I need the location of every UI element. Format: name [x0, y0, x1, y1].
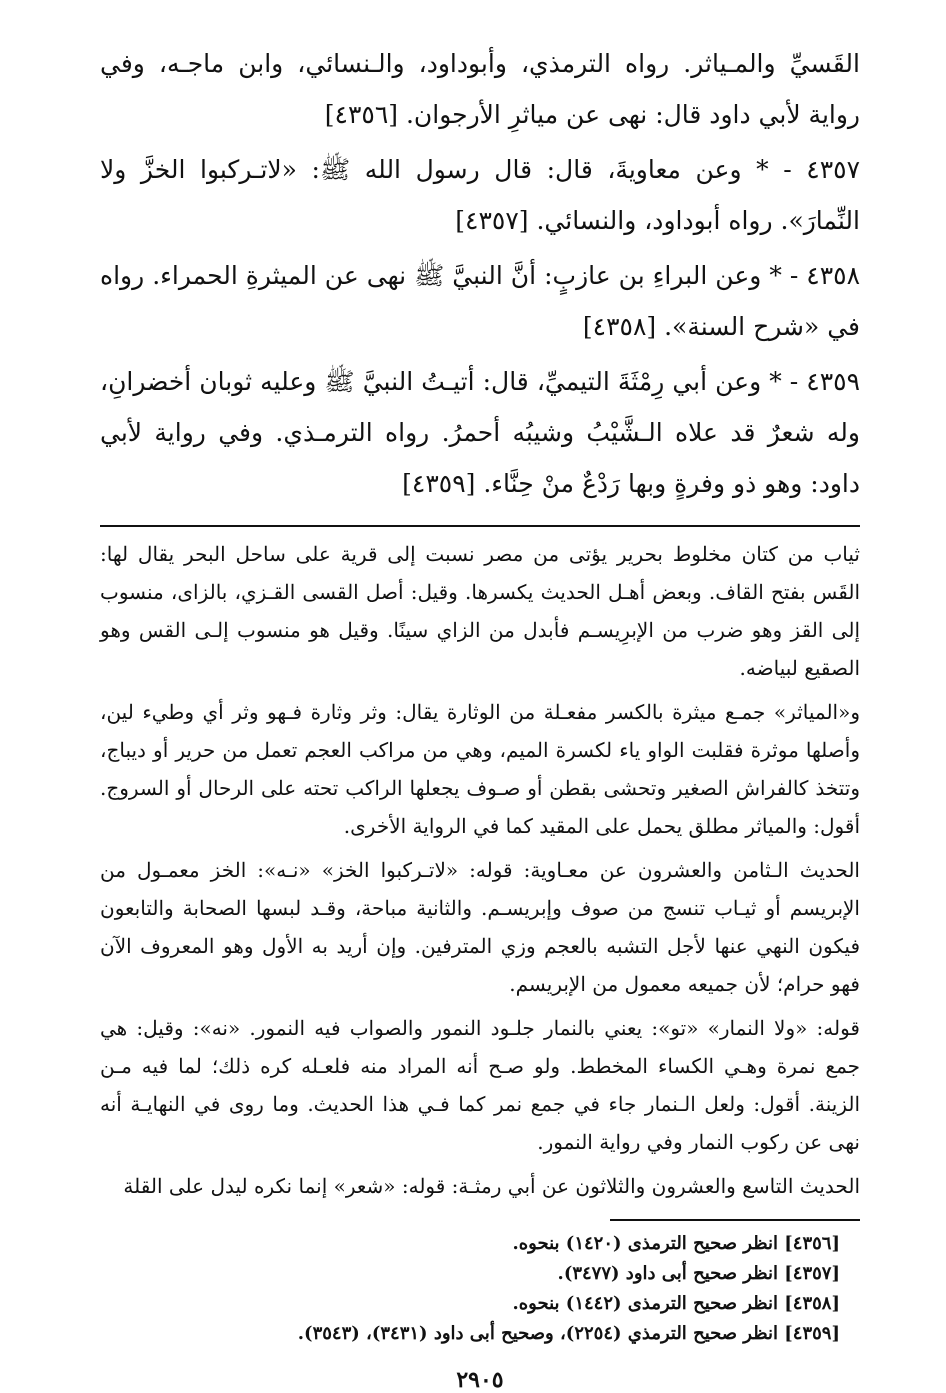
hadith-text: [100, 38, 860, 509]
hadith-paragraph: ٤٣٥٨ - * وعن البراءِ بن عازبٍ: أنَّ النبيَّ ﷺ نهى عن الميثرةِ الحمراء. رواه في «شرح السنة». [٤٣٥٨]: [100, 261, 860, 341]
footnote-divider: [610, 1219, 860, 1221]
footnote: [٤٣٥٩] انظر صحيح الترمذي (٢٢٥٤)، وصحيح أبى داود (٣٤٣١)، (٣٥٤٣).: [297, 1323, 840, 1344]
footnote: [٤٣٥٨] انظر صحيح الترمذى (١٤٤٢) بنحوه.: [512, 1293, 840, 1314]
commentary-paragraph: ثياب من كتان مخلوط بحرير يؤتى من مصر نسبت إلى قرية على ساحل البحر يقال لها: القَس بفتح القاف. وبعض أهـل الحديث يكسرها. وقيل: أصل القسى القـزي، بالزاى، منسوب إلى القز وهو ضرب من الإبرِيسـم فأبدل من الزاي سينًا. وقيل هو منسوب إلـى القس وهو الصقيع لبياضه.: [100, 542, 860, 680]
footnotes: [100, 1229, 840, 1349]
hadith-paragraph: ٤٣٥٧ - * وعن معاويةَ، قال: قال رسول الله ﷺ: «لاتـركبوا الخزَّ ولا النِّمارَ». رواه أبوداود، والنسائي. [٤٣٥٧]: [100, 155, 860, 235]
hadith-paragraph: ٤٣٥٩ - * وعن أبي رِمْثَةَ التيميِّ، قال: أتيـتُ النبيَّ ﷺ وعليه ثوبان أخضرانِ، وله شعرٌ قد علاه الـشَّيْبُ وشيبُه أحمرُ. رواه الترمـذي. وفي رواية لأبي داود: وهو ذو وفرةٍ وبها رَدْعٌ منْ حِنَّاء. [٤٣٥٩]: [100, 367, 860, 498]
hadith-paragraph: القَسيِّ والمـياثر. رواه الترمذي، وأبوداود، والـنسائي، وابن ماجـه، وفي رواية لأبي داود قال: نهى عن مياثرِ الأرجوان. [٤٣٥٦]: [100, 49, 860, 129]
commentary-paragraph: قوله: «ولا النمار» «تو»: يعني بالنمار جلـود النمور والصواب فيه النمور. «نه»: وقيل: هي جمع نمرة وهـي الكساء المخطط. ولو صـح أنه المراد منه فلعـله كره ذلك؛ لما فيه مـن الزينة. أقول: ولعل الـنمار جاء في جمع نمر كما فـي هذا الحديث. وما روى في النهايـة أنه نهى عن ركوب النمار وفي رواية النمور.: [100, 1016, 860, 1154]
page: [100, 38, 860, 1393]
commentary-paragraph: الحديث الـثامن والعشرون عن معـاوية: قوله: «لاتـركبوا الخز» «نـه»: الخز معمـول من الإبريسم أو ثيـاب تنسج من صوف وإبريسـم. والثانية مباحة، وقـد لبسها الصحابة والتابعون فيكون النهي عنها لأجل التشبه بالعجم وزي المترفين. وإن أريد به الأول وهو المعروف الآن فهو حرام؛ لأن جميعه معمول من الإبريسم.: [100, 858, 860, 996]
commentary-paragraph: و«المياثر» جمـع ميثرة بالكسر مفعـلة من الوثارة يقال: وثر وثارة فـهو وثر أي وطيء لين، وأصلها موثرة فقلبت الواو ياء لكسرة الميم، وهي من مراكب العجم تعمل من حرير أو ديباج، وتتخذ كالفراش الصغير وتحشى بقطن أو صـوف يجعلها الراكب تحته على الرحال أو السروج. أقول: والمياثر مطلق يحمل على المقيد كما في الرواية الأخرى.: [100, 700, 860, 838]
main-divider: [100, 525, 860, 527]
commentary: [100, 535, 860, 1205]
commentary-paragraph: الحديث التاسع والعشرون والثلاثون عن أبي رمثـة: قوله: «شعر» إنما نكره ليدل على القلة: [123, 1174, 860, 1198]
footnote: [٤٣٥٧] انظر صحيح أبى داود (٣٤٧٧).: [557, 1263, 840, 1284]
footnote: [٤٣٥٦] انظر صحيح الترمذى (١٤٢٠) بنحوه.: [512, 1233, 840, 1254]
page-number: ٢٩٠٥: [456, 1367, 504, 1393]
